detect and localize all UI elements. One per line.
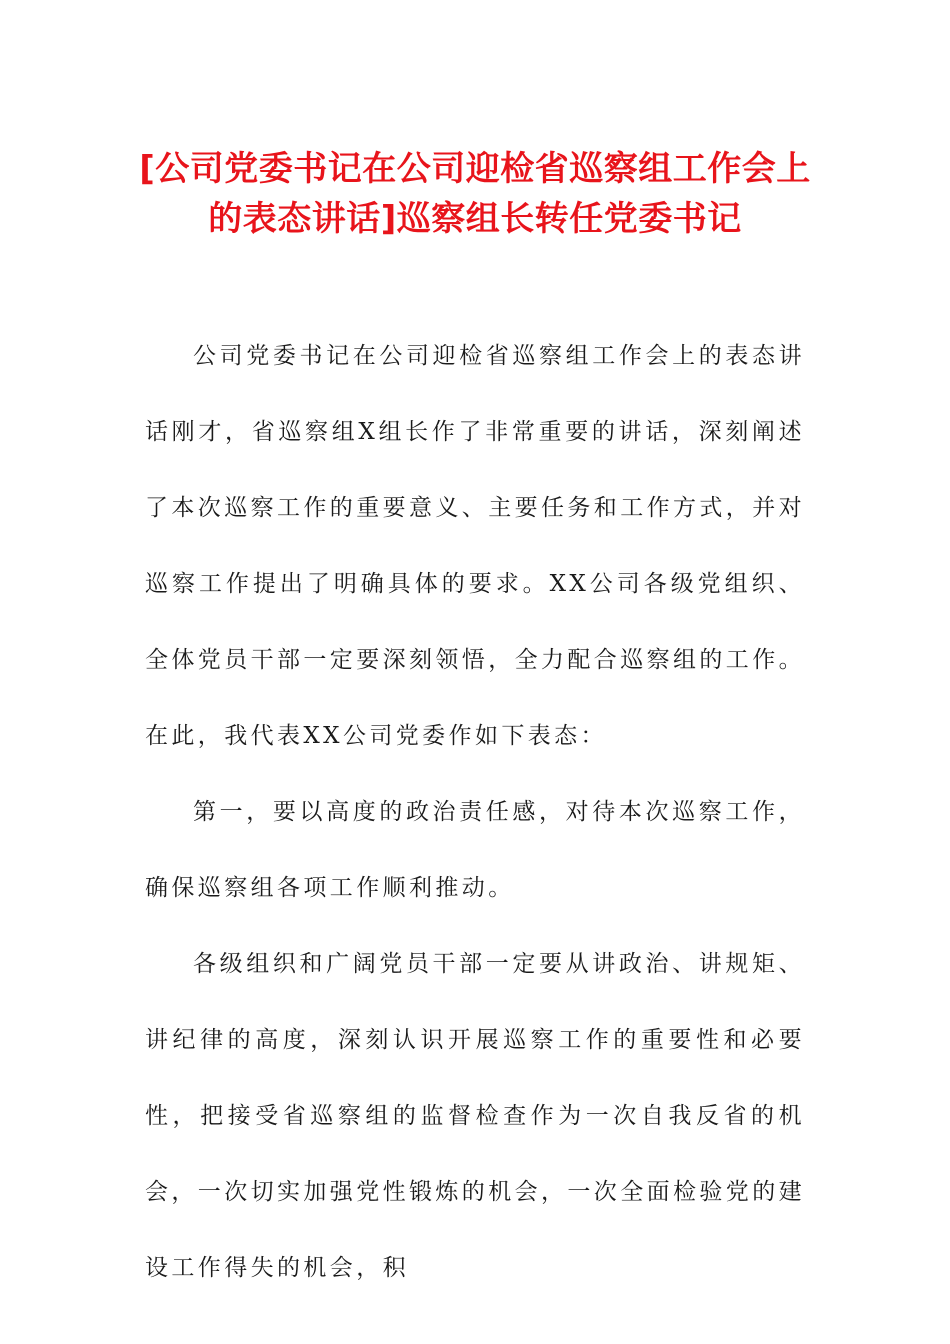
paragraph-point-one: 第一，要以高度的政治责任感，对待本次巡察工作，确保巡察组各项工作顺利推动。 — [145, 799, 805, 901]
document-body — [145, 318, 805, 1306]
paragraph-point-one-detail: 各级组织和广阔党员干部一定要从讲政治、讲规矩、讲纪律的高度，深刻认识开展巡察工作的重要性和必要性，把接受省巡察组的监督检查作为一次自我反省的机会，一次切实加强党性锻炼的机会，一次全面检验党的建设工作得失的机会，积 — [145, 951, 805, 1281]
document-title: [公司党委书记在公司迎检省巡察组工作会上的表态讲话]巡察组长转任党委书记 — [139, 149, 811, 239]
paragraph-intro: 公司党委书记在公司迎检省巡察组工作会上的表态讲话刚才，省巡察组X组长作了非常重要的讲话，深刻阐述了本次巡察工作的重要意义、主要任务和工作方式，并对巡察工作提出了明确具体的要求。XX公司各级党组织、全体党员干部一定要深刻领悟，全力配合巡察组的工作。在此，我代表XX公司党委作如下表态： — [145, 343, 805, 749]
